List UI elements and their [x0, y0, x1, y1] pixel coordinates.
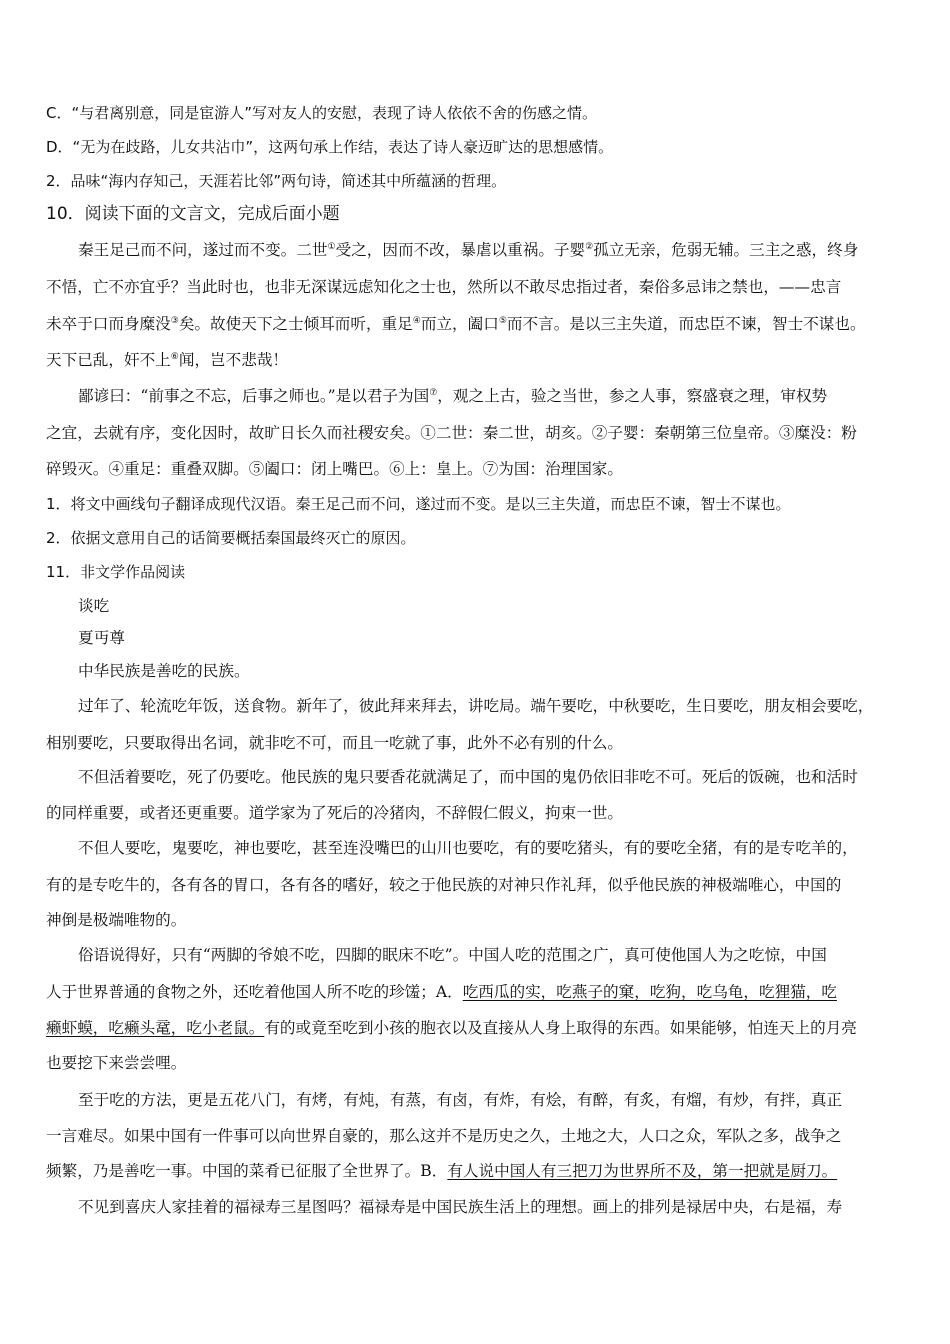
footnote-marker: ① — [327, 242, 336, 252]
q10-sub-question-1: 1．将文中画线句子翻译成现代汉语。秦王足己而不问，遂过而不变。是以三主失道，而忠臣不谏，智士不谋也。 — [46, 495, 791, 513]
q10-passage-line: 之宜，去就有序，变化因时，故旷日长久而社稷安矣。①二世：秦二世，胡亥。②子婴：秦朝第三位皇帝。③糜没：粉 — [46, 424, 857, 442]
underlined-sentence-b: 有人说中国人有三把刀为世界所不及，第一把就是厨刀。 — [447, 1162, 838, 1180]
footnote-marker: ⑥ — [170, 352, 179, 362]
q9-sub-question-2: 2．品味“海内存知己，天涯若比邻”两句诗，简述其中所蕴涵的哲理。 — [46, 172, 507, 190]
article-paragraph-line: 有的是专吃牛的，各有各的胃口，各有各的嗜好，较之于他民族的对神只作礼拜，似乎他民族的神极端唯心，中国的 — [46, 876, 842, 894]
article-paragraph-line: 不但活着要吃，死了仍要吃。他民族的鬼只要香花就满足了，而中国的鬼仍依旧非吃不可。死后的饭碗，也和活时 — [78, 768, 858, 786]
article-paragraph-line: 频繁，乃是善吃一事。中国的菜肴已征服了全世界了。B．有人说中国人有三把刀为世界所不及，第一把就是厨刀。 — [46, 1162, 838, 1180]
underlined-sentence-a: 癞虾蟆，吃癞头鼋，吃小老鼠。 — [46, 1019, 265, 1037]
article-paragraph-line: 也要挖下来尝尝哩。 — [46, 1054, 187, 1072]
underlined-sentence-a: 吃西瓜的实，吃燕子的窠，吃狗，吃乌龟，吃狸猫，吃 — [462, 983, 837, 1001]
q10-sub-question-2: 2．依据文意用自己的话简要概括秦国最终灭亡的原因。 — [46, 529, 416, 547]
q10-passage-line: 未卒于口而身糜没③矣。故使天下之士倾耳而听，重足④而立，阖口⑤而不言。是以三主失道，而忠臣不谏，智士不谋也。 — [46, 315, 866, 333]
article-paragraph-line: 俗语说得好，只有“两脚的爷娘不吃，四脚的眠床不吃”。中国人吃的范围之广，真可使他国人为之吃惊，中国 — [78, 946, 827, 964]
footnote-marker: ④ — [412, 316, 421, 326]
footnote-marker: ⑦ — [429, 388, 438, 398]
article-paragraph-line: 人于世界普通的食物之外，还吃着他国人所不吃的珍馐；A．吃西瓜的实，吃燕子的窠，吃狗，吃乌龟，吃狸猫，吃 — [46, 983, 837, 1001]
article-paragraph-line: 过年了、轮流吃年饭，送食物。新年了，彼此拜来拜去，讲吃局。端午要吃，中秋要吃，生日要吃，朋友相会要吃， — [78, 697, 874, 715]
article-paragraph-line: 神倒是极端唯物的。 — [46, 911, 187, 929]
article-paragraph-line: 癞虾蟆，吃癞头鼋，吃小老鼠。有的或竟至吃到小孩的胞衣以及直接从人身上取得的东西。如果能够，怕连天上的月亮 — [46, 1019, 857, 1037]
article-paragraph-line: 不见到喜庆人家挂着的福禄寿三星图吗？福禄寿是中国民族生活上的理想。画上的排列是禄居中央，右是福，寿 — [78, 1198, 843, 1216]
article-title: 谈吃 — [78, 597, 110, 615]
q10-passage-line: 秦王足己而不问，遂过而不变。二世①受之，因而不改，暴虐以重祸。子婴②孤立无亲，危弱无辅。三主之惑，终身 — [78, 241, 859, 259]
q9-option-c: C．“与君离别意，同是宦游人”写对友人的安慰，表现了诗人依依不舍的伤感之情。 — [46, 104, 598, 122]
q10-passage-line: 天下已乱，奸不上⑥闻，岂不悲哉！ — [46, 351, 289, 369]
q10-passage-line: 碎毁灭。④重足：重叠双脚。⑤阖口：闭上嘴巴。⑥上：皇上。⑦为国：治理国家。 — [46, 460, 623, 478]
article-author: 夏丏尊 — [78, 629, 125, 647]
q10-passage-line: 不悟，亡不亦宜乎？当此时也，也非无深谋远虑知化之士也，然所以不敢尽忠指过者，秦俗多忌讳之禁也，——忠言 — [46, 278, 842, 296]
q10-passage-line: 鄙谚曰：“前事之不忘，后事之师也。”是以君子为国⑦，观之上古，验之当世，参之人事，察盛衰之理，审权势 — [78, 387, 828, 405]
article-paragraph-line: 的同样重要，或者还更重要。道学家为了死后的冷猪肉，不辞假仁假义，拘束一世。 — [46, 804, 623, 822]
article-paragraph-line: 至于吃的方法，更是五花八门，有烤，有炖，有蒸，有卤，有炸，有烩，有醉，有炙，有熘，有炒，有拌，真正 — [78, 1091, 843, 1109]
article-paragraph-line: 相别要吃，只要取得出名词，就非吃不可，而且一吃就了事，此外不必有别的什么。 — [46, 734, 623, 752]
article-paragraph-line: 一言难尽。如果中国有一件事可以向世界自豪的，那么这并不是历史之久，土地之大，人口之众，军队之多，战争之 — [46, 1127, 842, 1145]
q10-title: 10．阅读下面的文言文，完成后面小题 — [46, 204, 340, 224]
footnote-marker: ③ — [170, 316, 179, 326]
footnote-marker: ② — [585, 242, 594, 252]
q9-option-d: D．“无为在歧路，儿女共沾巾”，这两句承上作结，表达了诗人豪迈旷达的思想感情。 — [46, 138, 614, 156]
article-paragraph-line: 中华民族是善吃的民族。 — [78, 662, 250, 680]
q11-title: 11．非文学作品阅读 — [46, 563, 186, 581]
footnote-marker: ⑤ — [498, 316, 507, 326]
article-paragraph-line: 不但人要吃，鬼要吃，神也要吃，甚至连没嘴巴的山川也要吃，有的要吃猪头，有的要吃全猪，有的是专吃羊的， — [78, 839, 858, 857]
